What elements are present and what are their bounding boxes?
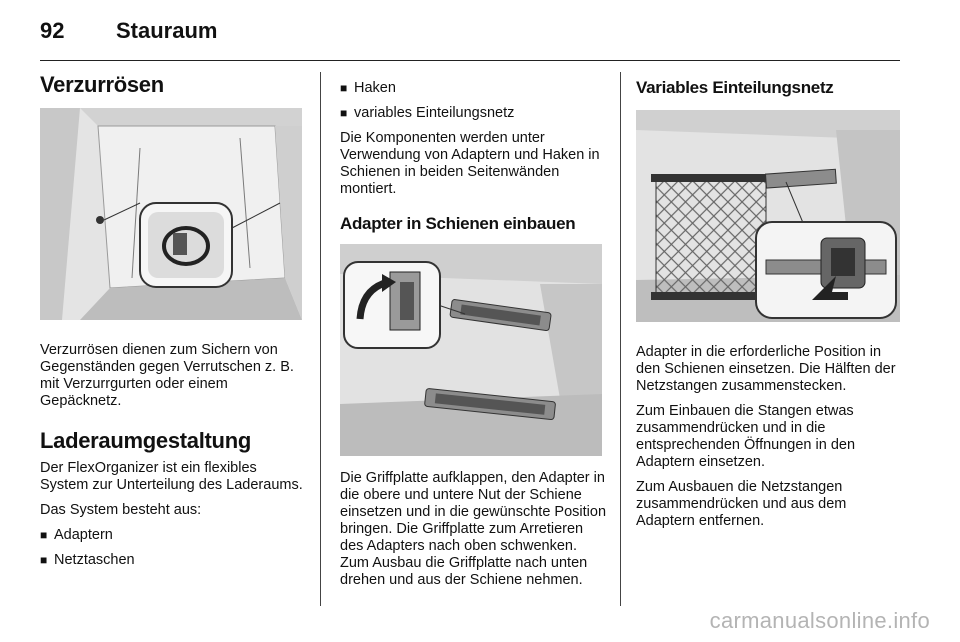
column-divider bbox=[620, 72, 621, 606]
column-divider bbox=[320, 72, 321, 606]
list-item: ■ Haken bbox=[340, 80, 396, 96]
para-einbauen: Zum Einbauen die Stangen etwas zusammendrücken und in die entsprechenden Öffnungen in den Adaptern einsetzen. bbox=[636, 403, 856, 470]
component-list-1 bbox=[40, 527, 306, 569]
bullet-icon: ■ bbox=[40, 528, 48, 542]
component-list-2 bbox=[340, 80, 606, 122]
heading-einteilungsnetz: Variables Einteilungsnetz bbox=[636, 78, 834, 97]
para-ausbauen: Zum Ausbauen die Netzstangen zusammendrücken und aus dem Adaptern entfernen. bbox=[636, 479, 847, 529]
heading-laderaumgestaltung: Laderaumgestaltung bbox=[40, 428, 251, 453]
column-1 bbox=[40, 72, 306, 577]
bullet-icon: ■ bbox=[340, 81, 348, 95]
bullet-icon: ■ bbox=[340, 106, 348, 120]
caption-adapter: Die Griffplatte aufklappen, den Adapter in die obere und untere Nut der Schiene einsetzen und in die gewünschte Position bringen. Die Griffplatte zum Arretieren des Adapters nach oben schwenken. Zum Ausbau die Griffplatte nach unten drehen und aus der Schiene nehmen. bbox=[340, 470, 607, 588]
column-2 bbox=[340, 80, 606, 597]
bullet-icon: ■ bbox=[40, 553, 48, 567]
para-adapter-position: Adapter in die erforderliche Position in den Schienen einsetzen. Die Hälften der Netzstangen zusammenstecken. bbox=[636, 344, 896, 394]
page-title: Stauraum bbox=[116, 18, 218, 43]
heading-verzurroesen: Verzurrösen bbox=[40, 72, 164, 97]
illustration-adapter-rail bbox=[340, 244, 602, 456]
para-flexorganizer: Der FlexOrganizer ist ein flexibles System zur Unterteilung des Laderaums. bbox=[40, 460, 303, 493]
page-number: 92 bbox=[40, 18, 65, 43]
heading-adapter-einbauen: Adapter in Schienen einbauen bbox=[340, 214, 576, 233]
para-components: Die Komponenten werden unter Verwendung von Adaptern und Haken in Schienen in beiden Seitenwänden montiert. bbox=[340, 130, 600, 197]
caption-verzurroesen: Verzurrösen dienen zum Sichern von Gegenständen gegen Verrutschen z. B. mit Verzurrgurten oder einem Gepäcknetz. bbox=[40, 342, 294, 409]
para-system-consists: Das System besteht aus: bbox=[40, 502, 202, 518]
watermark: carmanualsonline.info bbox=[709, 608, 930, 633]
list-item: ■ variables Einteilungsnetz bbox=[340, 105, 515, 121]
header-rule bbox=[40, 60, 900, 61]
list-item: ■ Adaptern bbox=[40, 527, 113, 543]
list-item: ■ Netztaschen bbox=[40, 552, 135, 568]
column-3 bbox=[636, 72, 902, 538]
illustration-partition-net bbox=[636, 110, 900, 322]
illustration-tie-down-eye bbox=[40, 108, 302, 320]
